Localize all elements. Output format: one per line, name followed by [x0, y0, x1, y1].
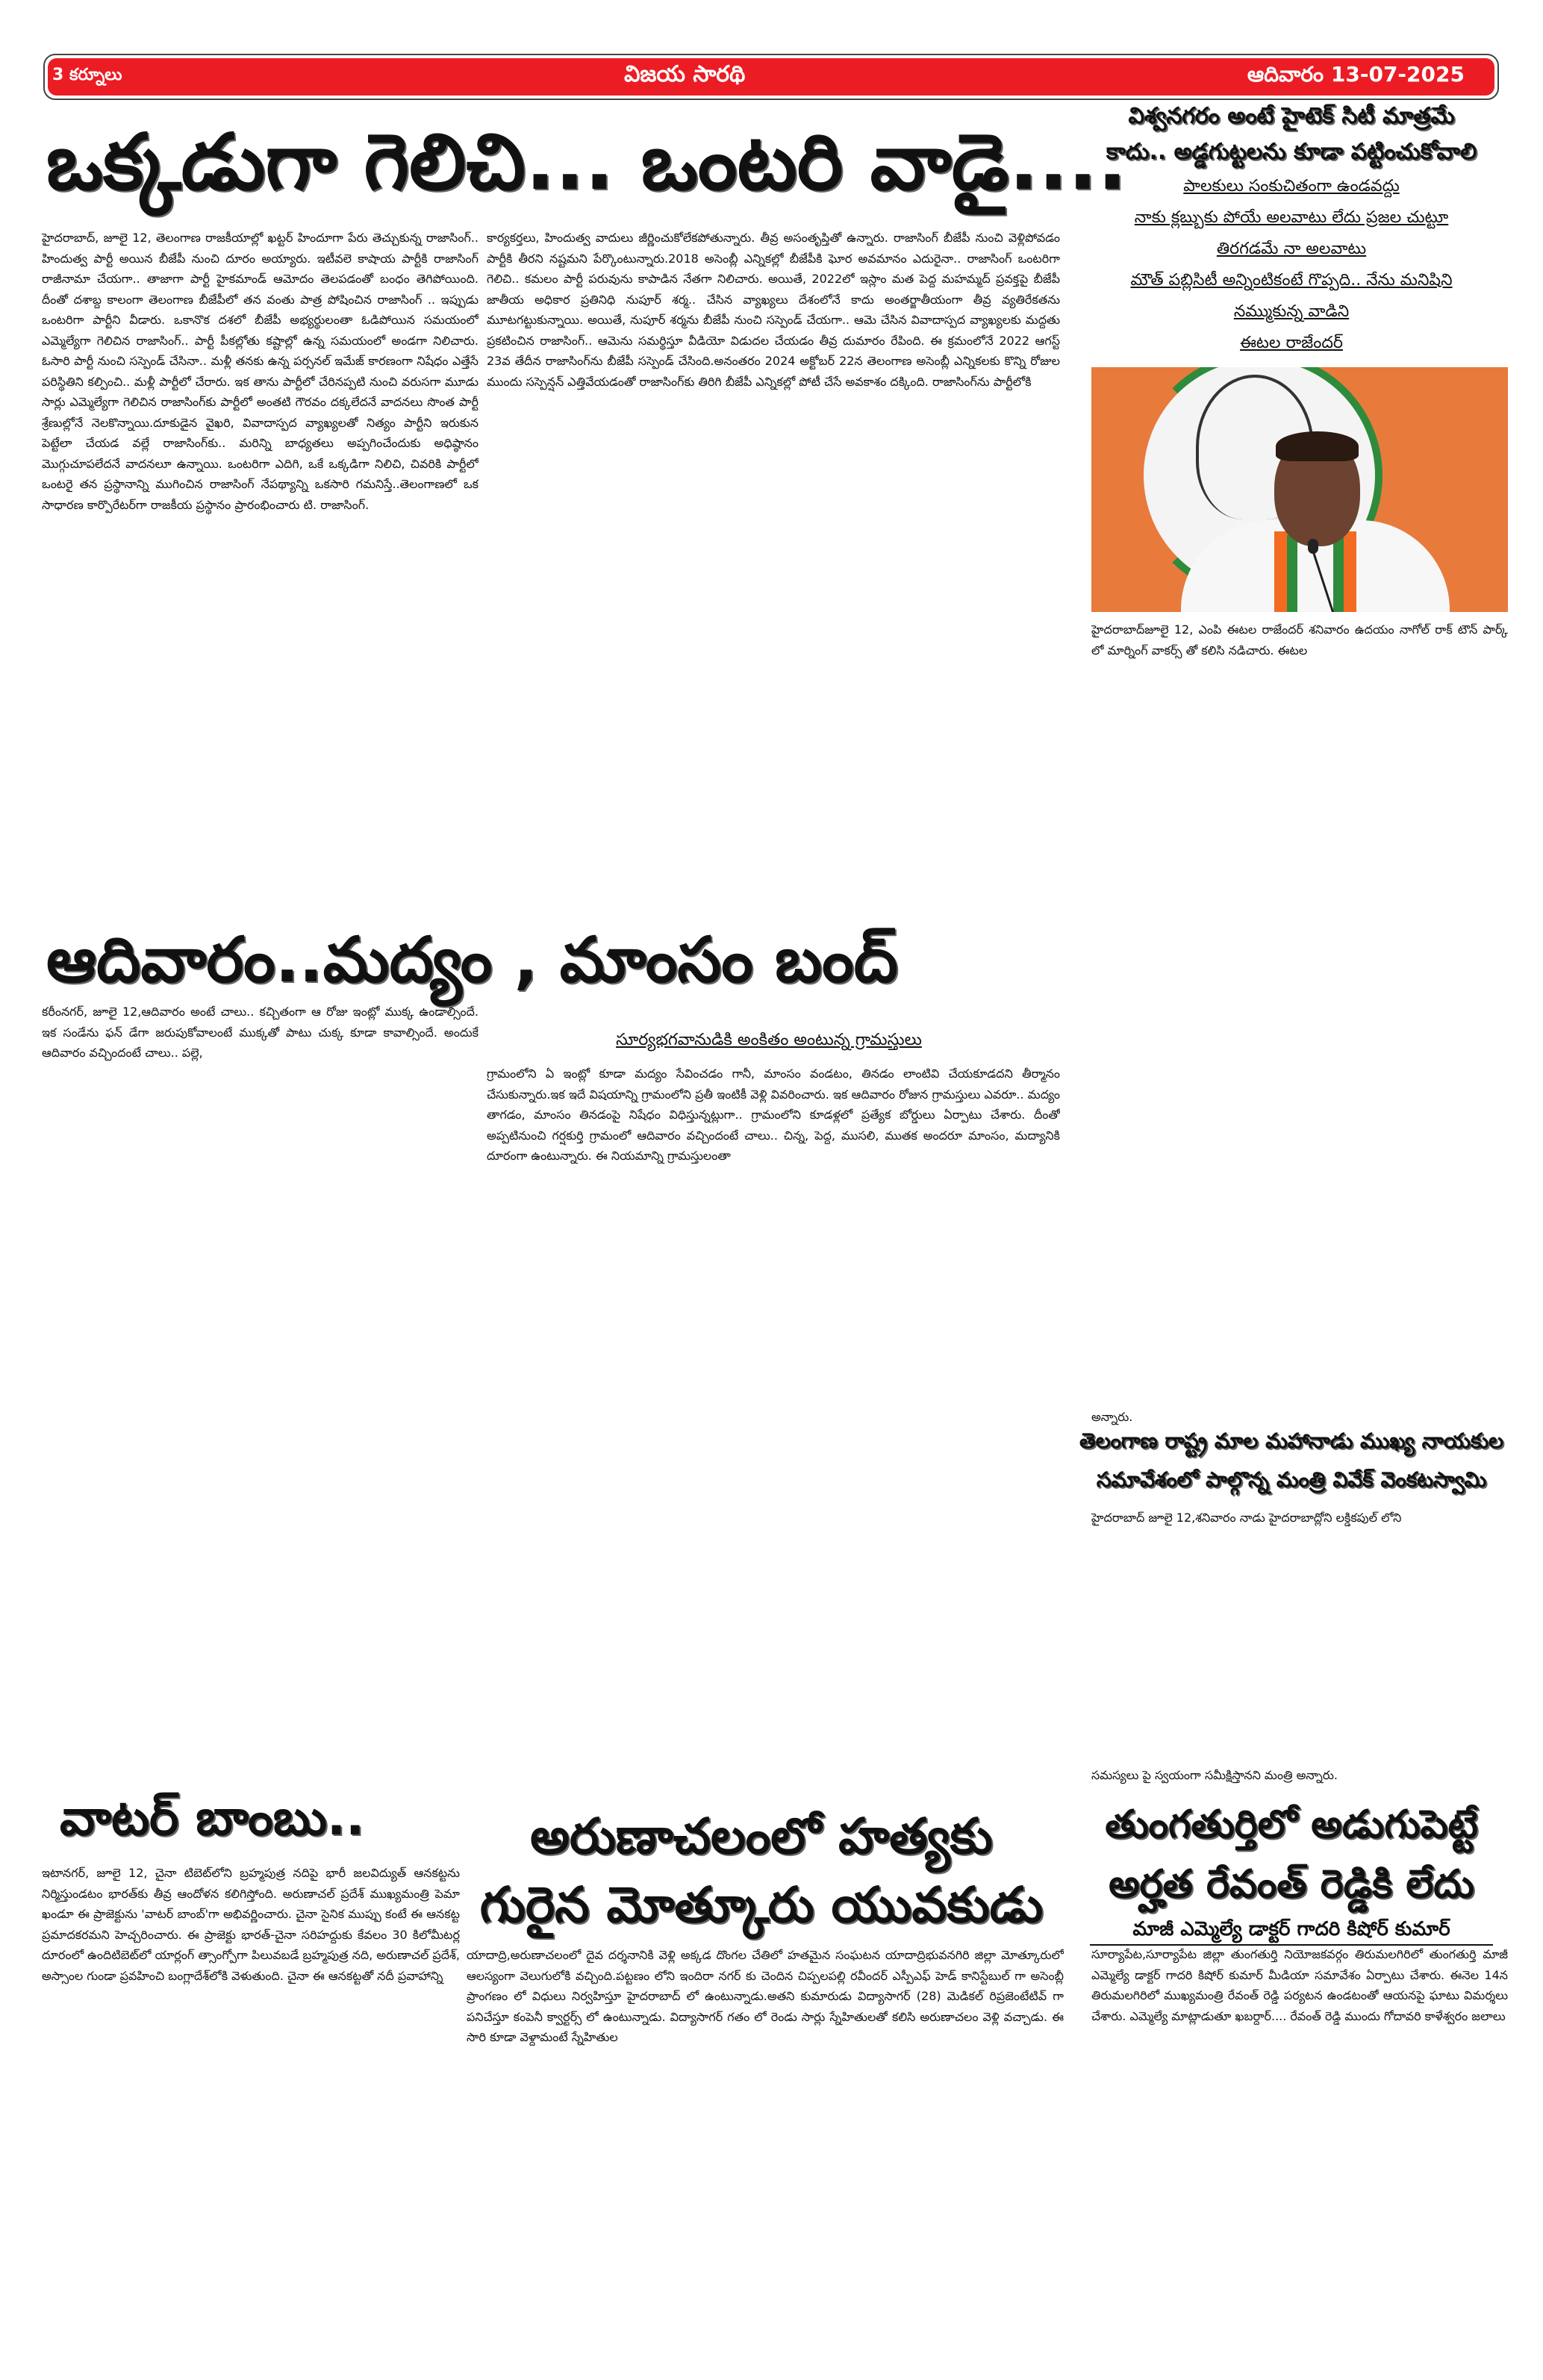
- headline-line: అరుణాచలంలో హత్యకు: [530, 1808, 993, 1865]
- article-etela: [1091, 619, 1508, 1411]
- article-sunday-col2: [487, 1063, 1060, 1765]
- subhead-text: మౌత్ పబ్లిసిటీ అన్నింటికంటే గొప్పది.. నేను మనిషిని: [1130, 271, 1453, 290]
- headline-line: సమావేశంలో పాల్గొన్న మంత్రి వివేక్ వెంకటస్వామి: [1096, 1467, 1487, 1492]
- newspaper-title: విజయ సారథి: [624, 61, 746, 87]
- headline-line: అర్హత రేవంత్ రెడ్డికి లేదు: [1109, 1862, 1474, 1907]
- headline-line: విశ్వనగరం అంటే హైటెక్ సిటీ మాత్రమే: [1128, 103, 1455, 129]
- page-number: 3 కర్నూలు: [52, 66, 122, 84]
- headline-sunday-ban: ఆదివారం..మద్యం , మాంసం బంద్: [46, 923, 898, 996]
- issue-date: ఆదివారం 13-07-2025: [1247, 62, 1465, 87]
- article-text: కార్యకర్తలు, హిందుత్వ వాదులు జీర్ణించుకోలేకపోతున్నారు. తీవ్ర అసంతృప్తితో ఉన్నారు. రాజాసింగ్ బీజేపీ నుంచి వెళ్లిపోవడం పార్టీకి తీరని నష్టమని పేర్కొంటున్నారు.2018 అసెంబ్లీ ఎన్నికల్లో బీజేపీకి ఘోర అవమానం ఎదురైనా.. రాజాసింగ్ ఒంటరిగా గెలిచి.. కమలం పార్టీ పరువును కాపాడిన నేతగా నిలిచారు. అయితే, 2022లో ఇస్లాం మత పెద్ద మహమ్మద్ ప్రవక్తపై బీజేపీ జాతీయ అధికార ప్రతినిధి నుపూర్ శర్మ.. చేసిన వ్యాఖ్యలు దేశంలోనే కాదు అంతర్జాతీయంగా తీవ్ర వ్యతిరేకతను మూటగట్టుకున్నాయి. అయితే, నుపూర్ శర్మను బీజేపీ నుంచి సస్పెండ్ చేయగా.. ఆమె చేసిన వివాదాస్పద వ్యాఖ్యలకు మద్దతు ప్రకటించిన రాజాసింగ్.. ఆమెను సమర్థిస్తూ వీడియో విడుదల చేయడం తీవ్ర దుమారం రేపింది. ఈ క్రమంలోనే 2022 ఆగస్ట్ 23వ తేదీన రాజాసింగ్‌ను బీజేపీ సస్పెండ్ చేసింది.అనంతరం 2024 అక్టోబర్ 22న తెలంగాణ అసెంబ్లీ ఎన్నికలకు కొన్ని రోజుల ముందు సస్పెన్షన్ ఎత్తివేయడంతో రాజాసింగ్‌కు తిరిగి బీజేపీ ఎన్నికల్లో పోటీ చేసే అవకాశం దక్కింది. రాజాసింగ్‌ను పార్టీలోకి: [487, 231, 1060, 389]
- headline-water-bomb: వాటర్ బాంబు..: [60, 1789, 365, 1846]
- byline: మాజీ ఎమ్మెల్యే డాక్టర్ గాదరి కిషోర్ కుమార్: [1090, 1914, 1493, 1946]
- subhead-text: పాలకులు సంకుచితంగా ఉండవద్దు: [1183, 177, 1400, 196]
- article-text: సమస్యలు పై స్వయంగా సమీక్షిస్తానని మంత్రి అన్నారు.: [1091, 1768, 1338, 1782]
- subhead-text: తిరగడమే నా అలవాటు: [1216, 240, 1367, 258]
- headline-line: కాదు.. అడ్డగుట్టలను కూడా పట్టించుకోవాలి: [1106, 139, 1477, 165]
- article-text: గ్రామంలోని ఏ ఇంట్లో కూడా మద్యం సేవించడం గానీ, మాంసం వండటం, తినడం లాంటివి చేయకూడదని తీర్మానం చేసుకున్నారు.ఇక ఇదే విషయాన్ని గ్రామంలోని ప్రతీ ఇంటికీ వెళ్లి వివరించారు. ఇక ఆదివారం రోజున గ్రామస్తులు ఎవరూ.. మద్యం తాగడం, మాంసం తినడంపై నిషేధం విధిస్తున్నట్లుగా.. గ్రామంలోని కూడళ్లలో ప్రత్యేక బోర్డులు ఏర్పాటు చేశారు. దీంతో అప్పటినుంచి గర్షకుర్తి గ్రామంలో ఆదివారం వచ్చిందంటే చాలు.. చిన్న, పెద్ద, ముసలి, ముతక అందరూ మాంసం, మద్యానికి దూరంగా ఉంటున్నారు. ఈ నియమాన్ని గ్రామస్తులంతా: [487, 1066, 1060, 1163]
- subhead-sunday: [515, 1024, 1023, 1055]
- headline-line: తుంగతుర్తిలో అడుగుపెట్టే: [1105, 1802, 1478, 1847]
- article-text: అన్నారు.: [1091, 1410, 1133, 1424]
- subhead-text: సూర్యభగవానుడికి అంకితం అంటున్న గ్రామస్తులు: [616, 1031, 922, 1049]
- article-mala-mahanadu: [1091, 1508, 1508, 1761]
- article-rajasingh-col1: [42, 228, 479, 925]
- headline-etela: [1075, 99, 1508, 358]
- headline-rajasingh: ఒక్కడుగా గెలిచి... ఒంటరి వాడై....: [46, 116, 1127, 207]
- subhead-text: ఈటల రాజేందర్: [1240, 334, 1343, 352]
- article-water-bomb: [42, 1863, 460, 2355]
- person-hair: [1276, 431, 1359, 461]
- subhead-text: నమ్ముకున్న వాడిని: [1233, 302, 1350, 321]
- headline-arunachalam: [463, 1802, 1060, 1940]
- article-text: ఇటానగర్, జూలై 12, చైనా టిబెట్‌లోని బ్రహ్మపుత్ర నదిపై భారీ జలవిద్యుత్ ఆనకట్టను నిర్మిస్తుండటం భారత్‌కు తీవ్ర ఆందోళన కలిగిస్తోంది. అరుణాచల్ ప్రదేశ్ ముఖ్యమంత్రి పెమా ఖండూ ఈ ప్రాజెక్టును 'వాటర్ బాంబ్'గా అభివర్ణించారు. చైనా సైనిక ముప్పు కంటే ఈ ఆనకట్ట ప్రమాదకరమని హెచ్చరించారు. ఈ ప్రాజెక్టు భారత్-చైనా సరిహద్దుకు కేవలం 30 కిలోమీటర్ల దూరంలో ఉందిటిబెట్‌లో యార్లంగ్ త్సాంగ్పోగా పిలువబడే బ్రహ్మపుత్ర నది, అరుణాచల్ ప్రదేశ్, అస్సాంల గుండా ప్రవహించి బంగ్లాదేశ్‌లోకి వెళుతుంది. చైనా ఈ ఆనకట్టతో నదీ ప్రవాహాన్ని: [42, 1866, 460, 1983]
- headline-tungaturthi: [1075, 1795, 1508, 1946]
- article-sunday-col1: [42, 1002, 479, 1763]
- article-text: యాదాద్రి,అరుణాచలంలో దైవ దర్శనానికి వెళ్లి అక్కడ దొంగల చేతిలో హతమైన సంఘటన యాదాద్రిభువనగిరి జిల్లా మోత్కూరులో ఆలస్యంగా వెలుగులోకి వచ్చింది.పట్టణం లోని ఇందిరా నగర్ కు చెందిన చిప్పలపల్లి రవీందర్ ఎస్పీఎఫ్ హెడ్ కానిస్టేబుల్ గా అసెంబ్లీ ప్రాంగణం లో విధులు నిర్వహిస్తూ హైదరాబాద్ లో ఉంటున్నాడు.అతని కుమారుడు విద్యాసాగర్ (28) మెడికల్ రిప్రజెంటేటివ్ గా పనిచేస్తూ కంపెనీ క్వార్టర్స్ లో ఉంటున్నాడు. విద్యాసాగర్ గతం లో రెండు సార్లు స్నేహితులతో కలిసి అరుణాచలం వెళ్లి వచ్చాడు. ఈ సారి కూడా వెళ్దామంటే స్నేహితుల: [467, 1948, 1064, 2044]
- article-rajasingh-col2: [487, 228, 1060, 925]
- headline-line: గురైన మోత్కూరు యువకుడు: [479, 1876, 1044, 1934]
- article-text: సూర్యాపేట,సూర్యాపేట జిల్లా తుంగతుర్తి నియోజకవర్గం తిరుమలగిరిలో తుంగతుర్తి మాజీ ఎమ్మెల్యే డాక్టర్ గాదరి కిషోర్ కుమార్ మీడియా సమావేశం ఏర్పాటు చేశారు. ఈనెల 14న తిరుమలగిరిలో ముఖ్యమంత్రి రేవంత్ రెడ్డి పర్యటన ఉండటంతో ఆయనపై ఘాటు విమర్శలు చేశారు. ఎమ్మెల్యే మాట్లాడుతూ ఖబర్దార్.... రేవంత్ రెడ్డి ముందు గోదావరి కాళేశ్వరం జలాలు: [1091, 1947, 1508, 2023]
- article-text: హైదరాబాద్‌జూలై 12, ఎంపి ఈటల రాజేందర్ శనివారం ఉదయం నాగోల్ రాక్ టౌన్ పార్క్ లో మార్నింగ్ వాకర్స్ తో కలిసి నడిచారు. ఈటల: [1091, 622, 1508, 658]
- headline-line: తెలంగాణ రాష్ట్ర మాల మహానాడు ముఖ్య నాయకుల: [1079, 1428, 1504, 1453]
- article-arunachalam: [467, 1945, 1064, 2355]
- article-tungaturthi: [1091, 1944, 1508, 2355]
- subhead-text: నాకు క్లబ్బుకు పోయే అలవాటు లేదు ప్రజల చుట్టూ: [1134, 208, 1449, 227]
- article-text: కరీంనగర్, జూలై 12,ఆదివారం అంటే చాలు.. కచ్చితంగా ఆ రోజు ఇంట్లో ముక్క ఉండాల్సిందే. ఇక సండేను ఫన్ డేగా జరుపుకోవాలంటే ముక్కతో పాటు చుక్క కూడా కావాల్సిందే. అందుకే ఆదివారం వచ్చిందంటే చాలు.. పల్లె,: [42, 1005, 479, 1060]
- masthead: [43, 54, 1499, 100]
- headline-mala-mahanadu: [1075, 1422, 1508, 1499]
- article-text: హైదరాబాద్ జూలై 12,శనివారం నాడు హైదరాబాద్లోని లక్డికపుల్ లోని: [1091, 1511, 1402, 1525]
- microphone-icon: [1308, 539, 1318, 554]
- photo-etela-rajender: [1091, 367, 1508, 612]
- article-mala-tail: [1091, 1765, 1508, 1787]
- article-text: హైదరాబాద్, జూలై 12, తెలంగాణ రాజకీయాల్లో ఖట్టర్ హిందూగా పేరు తెచ్చుకున్న రాజాసింగ్.. హిందుత్వ పార్టీ అయిన బీజేపీ నుంచి దూరం అయ్యారు. ఇటీవలె కాషాయ పార్టీకి రాజాసింగ్ రాజీనామా చేయగా.. తాజాగా పార్టీ హైకమాండ్ ఆమోదం తెలపడంతో బంధం తెగిపోయింది. దీంతో దశాబ్ద కాలంగా తెలంగాణ బీజేపీలో తన వంతు పాత్ర పోషించిన రాజాసింగ్ .. ఇప్పుడు ఒంటరిగా పార్టీని వీడారు. ఒకానొక దశలో బీజేపీ అభ్యర్థులంతా ఓడిపోయిన సమయంలో ఎమ్మెల్యేగా గెలిచిన రాజాసింగ్.. పార్టీ పీకల్లోతు కష్టాల్లో ఉన్న సమయంలో అండగా నిలిచారు. ఓసారి పార్టీ నుంచి సస్పెండ్ చేసినా.. మళ్లీ తనకు ఉన్న పర్సనల్ ఇమేజ్ కారణంగా నిషేధం ఎత్తేసే పరిస్థితిని కల్పించి.. మళ్లీ పార్టీలో చేరారు. ఇక తాను పార్టీలో చేరినప్పటి నుంచి వరుసగా మూడు సార్లు ఎమ్మెల్యేగా గెలిచిన రాజాసింగ్‌కు పార్టీలో అంతటి గౌరవం దక్కలేదనే వాదనలు సొంత పార్టీ శ్రేణుల్లోనే నెలకొన్నాయి.దూకుడైన వైఖరి, వివాదాస్పద వ్యాఖ్యలతో నిత్యం పార్టీని ఇరుకున పెట్టేలా చేయడ వల్లే రాజాసింగ్‌కు.. మరిన్ని బాధ్యతలు అప్పగించేందుకు అధిష్ఠానం మొగ్గుచూపలేదనే వాదనలూ ఉన్నాయి. ఒంటరిగా ఎదిగి, ఒకే ఒక్కడిగా నిలిచి, చివరికి పార్టీలో ఒంటరై తన ప్రస్థానాన్ని ముగించిన రాజాసింగ్ నేపథ్యాన్ని ఒకసారి గమనిస్తే..తెలంగాణలో ఒక సాధారణ కార్పొరేటర్‌గా రాజకీయ ప్రస్థానం ప్రారంభించారు టి. రాజాసింగ్.: [42, 231, 479, 512]
